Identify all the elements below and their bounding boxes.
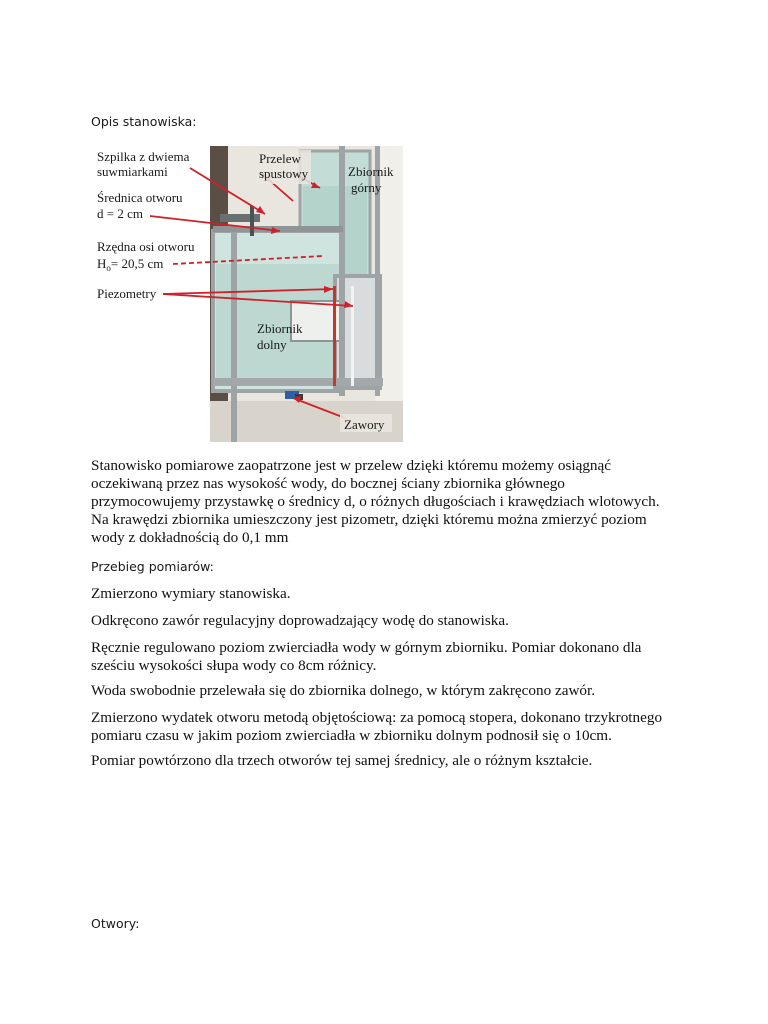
label-piezometers: Piezometry xyxy=(97,286,157,301)
label-diameter-line1: Średnica otworu xyxy=(97,190,183,205)
label-lower-tank-line1: Zbiornik xyxy=(257,321,303,336)
label-lower-tank-line2: dolny xyxy=(257,337,287,352)
step-line: pomiaru czasu w jakim poziom zwierciadła w zbiorniku dolnym podnosił się o 10cm. xyxy=(91,727,612,744)
step-line: Zmierzono wymiary stanowiska. xyxy=(91,585,291,602)
label-upper-tank-line1: Zbiornik xyxy=(348,164,394,179)
procedure-step-2 xyxy=(91,612,691,630)
overflow-label xyxy=(255,150,311,184)
description-line: wody z dokładnością do 0,1 mm xyxy=(91,529,289,546)
description-line: przymocowujemy przystawkę o średnicy d, o różnych długościach i krawędziach wlotowych. xyxy=(91,493,660,510)
step-line: sześciu wysokości słupa wody co 8cm różnicy. xyxy=(91,657,377,674)
step-line: Zmierzono wydatek otworu metodą objętościową: za pomocą stopera, dokonano trzykrotnego xyxy=(91,709,663,726)
description-line: Stanowisko pomiarowe zaopatrzone jest w przelew dzięki któremu możemy osiągnąć xyxy=(91,457,612,474)
test-stand-photo xyxy=(95,146,403,442)
section-heading-setup: Opis stanowiska: xyxy=(91,114,197,129)
step-line: Odkręcono zawór regulacyjny doprowadzający wodę do stanowiska. xyxy=(91,612,509,629)
label-diameter-line2: d = 2 cm xyxy=(97,206,143,221)
label-axis-symbol: H xyxy=(97,256,107,271)
procedure-step-5 xyxy=(91,709,691,745)
label-overflow-line2: spustowy xyxy=(259,166,309,181)
section-heading-holes: Otwory: xyxy=(91,916,140,931)
valves-label xyxy=(340,414,392,432)
setup-description xyxy=(91,457,711,547)
procedure-step-4 xyxy=(91,682,691,700)
label-axis-line1: Rzędna osi otworu xyxy=(97,239,195,254)
step-line: Woda swobodnie przelewała się do zbiornika dolnego, w którym zakręcono zawór. xyxy=(91,682,596,699)
test-stand-figure xyxy=(95,146,403,442)
label-pin-line1: Szpilka z dwiema xyxy=(97,149,190,164)
label-valves: Zawory xyxy=(344,417,385,432)
label-axis-subscript: o xyxy=(106,263,111,273)
step-line: Pomiar powtórzono dla trzech otworów tej samej średnicy, ale o różnym kształcie. xyxy=(91,752,593,769)
procedure-step-1 xyxy=(91,585,691,603)
label-overflow-line1: Przelew xyxy=(259,151,301,166)
description-line: oczekiwaną przez nas wysokość wody, do bocznej ściany zbiornika głównego xyxy=(91,475,565,492)
procedure-step-6 xyxy=(91,752,691,770)
description-line: Na krawędzi zbiornika umieszczony jest pizometr, dzięki któremu można zmierzyć poziom xyxy=(91,511,647,528)
section-heading-procedure: Przebieg pomiarów: xyxy=(91,559,214,574)
procedure-step-3 xyxy=(91,639,691,675)
step-line: Ręcznie regulowano poziom zwierciadła wody w górnym zbiorniku. Pomiar dokonano dla xyxy=(91,639,642,656)
label-upper-tank-line2: górny xyxy=(351,180,382,195)
label-pin-line2: suwmiarkami xyxy=(97,164,168,179)
label-axis-value: = 20,5 cm xyxy=(110,256,164,271)
